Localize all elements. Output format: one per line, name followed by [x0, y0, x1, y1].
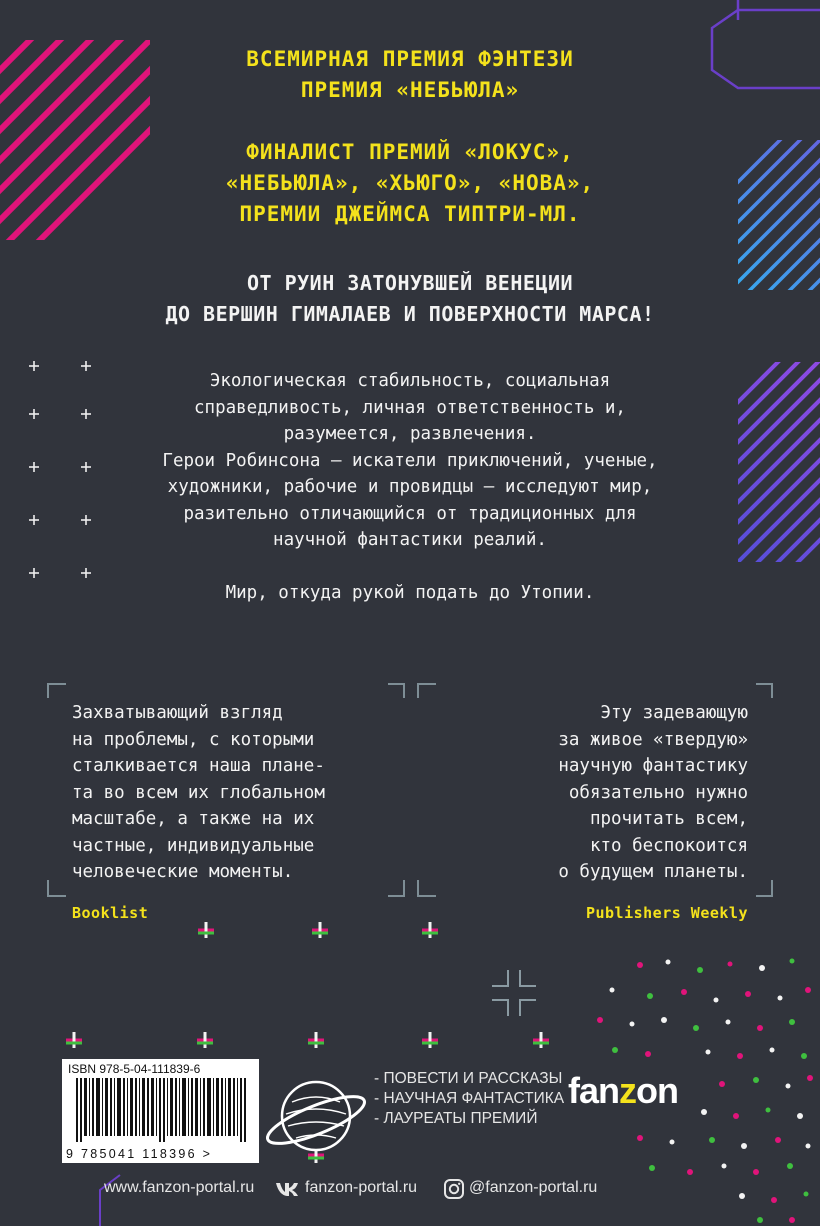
quote-line: сталкивается наша плане-: [72, 756, 325, 776]
logo-part-z: z: [619, 1070, 636, 1111]
quote-line: на проблемы, с которыми: [72, 729, 315, 750]
footer-instagram-link[interactable]: @fanzon-portal.ru: [469, 1179, 598, 1196]
award-line: ФИНАЛИСТ ПРЕМИЙ «ЛОКУС»,: [246, 140, 574, 164]
quote-line: частные, индивидуальные: [72, 835, 315, 856]
footer-site-link[interactable]: www.fanzon-portal.ru: [104, 1179, 255, 1196]
quote-line: та во всем их глобальном: [72, 782, 325, 803]
quote-line: научную фантастику: [558, 756, 748, 776]
tagline-line: ОТ РУИН ЗАТОНУВШЕЙ ВЕНЕЦИИ: [246, 271, 574, 295]
award-line: ПРЕМИЯ «НЕБЬЮЛА»: [300, 78, 520, 102]
quote-line: прочитать всем,: [589, 809, 748, 829]
quote-line: Эту задевающую: [600, 703, 748, 723]
tagline-line: ДО ВЕРШИН ГИМАЛАЕВ И ПОВЕРХНОСТИ МАРСА!: [165, 302, 655, 326]
barcode: [62, 1059, 259, 1163]
quote-line: масштабе, а также на их: [72, 809, 315, 829]
quote-booklist: [72, 700, 402, 886]
description-line: разительно отличающийся от традиционных для: [183, 503, 637, 524]
isbn-label: ISBN 978-5-04-111839-6: [68, 1062, 201, 1076]
quote-line: кто беспокоится: [589, 835, 748, 856]
white-pluses: [29, 361, 91, 578]
award-line: ПРЕМИИ ДЖЕЙМСА ТИПТРИ-МЛ.: [239, 202, 581, 226]
tagline: [0, 268, 820, 330]
footer-vk-link[interactable]: fanzon-portal.ru: [305, 1179, 418, 1196]
instagram-icon: [443, 1178, 465, 1200]
publisher-logo: [568, 1070, 678, 1112]
genre-list: [374, 1069, 564, 1129]
genre-item: - ЛАУРЕАТЫ ПРЕМИЙ: [374, 1110, 538, 1127]
logo-part: fan: [568, 1070, 619, 1111]
quote-line: человеческие моменты.: [72, 862, 294, 882]
quote-source-booklist: Booklist: [72, 904, 149, 922]
barcode-bars: [76, 1078, 248, 1142]
award-line: ВСЕМИРНАЯ ПРЕМИЯ ФЭНТЕЗИ: [246, 47, 574, 71]
quote-publishers-weekly: [420, 700, 748, 886]
description-line: Экологическая стабильность, социальная: [209, 371, 611, 391]
quote-line: Захватывающий взгляд: [72, 703, 283, 723]
awards-block: [0, 44, 820, 230]
description-motto: Мир, откуда рукой подать до Утопии.: [225, 582, 595, 603]
quote-source-publishers-weekly: Publishers Weekly: [585, 904, 748, 922]
genre-item: - ПОВЕСТИ И РАССКАЗЫ: [374, 1070, 563, 1087]
quote-line: обязательно нужно: [568, 782, 748, 803]
barcode-digits: 9 785041 118396 >: [66, 1147, 213, 1161]
logo-part: on: [636, 1070, 678, 1111]
description-line: Герои Робинсона — искатели приключений, ученые,: [162, 450, 658, 471]
description-line: справедливость, личная ответственность и,: [194, 397, 626, 418]
description-line: разумеется, развлечения.: [283, 424, 537, 444]
vk-icon: [275, 1181, 299, 1197]
book-description: [100, 368, 720, 606]
crosshair: [492, 970, 536, 1016]
quote-line: о будущем планеты.: [558, 862, 748, 882]
award-line: «НЕБЬЮЛА», «ХЬЮГО», «НОВА»,: [225, 171, 595, 195]
genre-item: - НАУЧНАЯ ФАНТАСТИКА: [374, 1090, 565, 1107]
quote-line: за живое «твердую»: [558, 729, 748, 750]
saturn-logo-icon: [262, 1062, 370, 1170]
description-line: научной фантастики реалий.: [273, 530, 547, 550]
description-line: художники, рабочие и провидцы — исследуют мир,: [167, 477, 653, 497]
